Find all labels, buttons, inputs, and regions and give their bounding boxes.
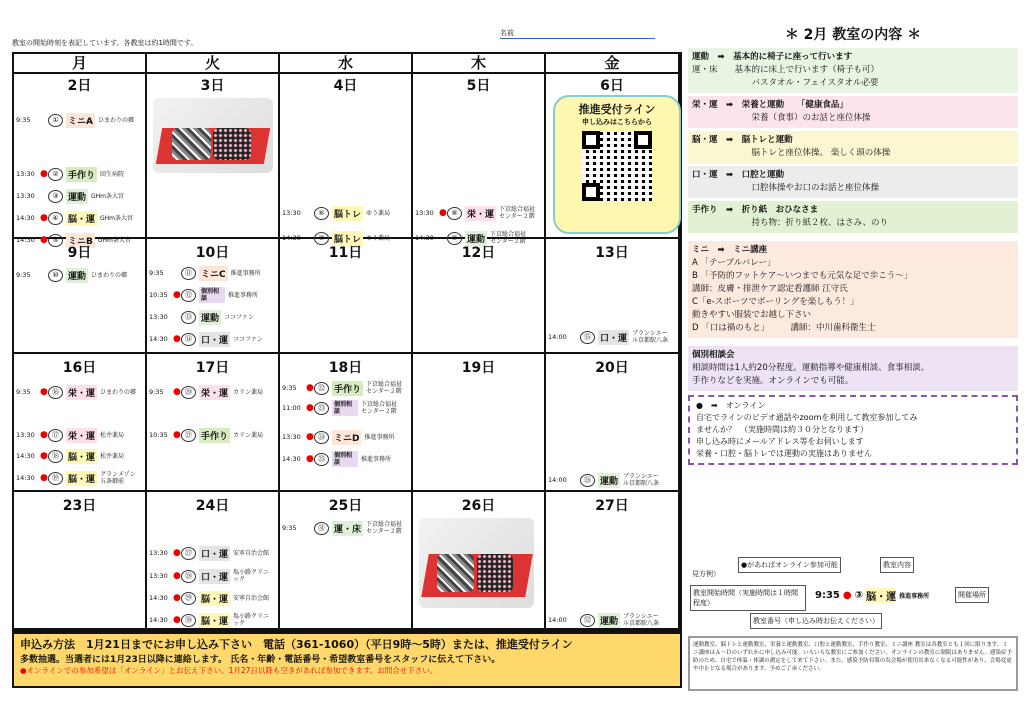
event-time: 14:30 — [282, 455, 301, 463]
name-label: 名前 — [500, 29, 514, 37]
event-number: ⑯ — [48, 386, 63, 399]
day-cell — [147, 239, 280, 354]
event-place: カリン薬局 — [233, 388, 264, 396]
b5-line: 持ち物：折り紙２枚、はさみ、のり — [692, 218, 889, 228]
date-label: 5日 — [466, 78, 491, 94]
event-place: ココファン — [224, 313, 254, 321]
date-label: 18日 — [328, 360, 363, 376]
class-event[interactable] — [149, 427, 276, 443]
event-label: 脳・運 — [66, 449, 97, 464]
event-number: ㉙ — [181, 592, 196, 605]
event-label: 運動 — [598, 473, 620, 488]
event-label: 手作り — [199, 428, 230, 443]
event-time: 9:35 — [282, 524, 297, 532]
event-place: 推進事務所 — [364, 433, 395, 441]
event-label: 運動 — [199, 310, 221, 325]
box-kobetsu — [688, 346, 1018, 391]
online-line: 申し込み時にメールアドレス等をお伺いします — [696, 437, 864, 446]
b6-line: 動きやすい服装でお越し下さい — [692, 310, 812, 320]
event-number: ② — [48, 168, 63, 181]
notes: 運動教室、脳トレと運動教室、栄養と運動教室、口腔と運動教室、手作り教室、ミニ講座 教室は各教室とも１回に限ります。ミニ講座はＡ～Ｄのいずれかに申し込み可能。いろいろな教室にご参加ください。オンラインの教室に制限はありません。感染症予防のため、自宅で体温・体調の測定をして来て下さい。また、感染予防対策の為会場が使用出来なくなる可能性があり、会場変更や中止となる場合があります。予めご了承ください。 — [688, 636, 1018, 691]
event-label: 口・運 — [199, 569, 230, 584]
class-event[interactable] — [149, 309, 276, 325]
class-event[interactable] — [548, 329, 676, 345]
online-dot: ● — [40, 473, 48, 483]
date-label: 16日 — [62, 360, 97, 376]
event-place: 推進事務所 — [228, 291, 259, 299]
class-event[interactable] — [16, 448, 143, 464]
legend-content: 教室内容 — [880, 557, 914, 573]
event-time: 14:30 — [282, 234, 301, 242]
box-mouth — [688, 166, 1018, 198]
event-time: 13:30 — [282, 433, 301, 441]
legend-sample-num: ③ — [854, 590, 864, 601]
event-label: 栄・運 — [465, 206, 496, 221]
date-label: 19日 — [461, 360, 496, 376]
event-number: ⑱ — [48, 450, 63, 463]
class-event[interactable] — [16, 188, 143, 204]
event-time: 13:30 — [149, 313, 168, 321]
day-cell — [546, 354, 680, 492]
class-event[interactable] — [16, 112, 143, 128]
event-place: 推進事務所 — [361, 455, 392, 463]
event-time: 9:35 — [149, 388, 164, 396]
qr-subtitle: 申し込みはこちらから — [582, 118, 652, 126]
event-place: ブランシエール京都駅八条 — [623, 613, 660, 627]
event-time: 14:00 — [548, 476, 567, 484]
event-time: 13:30 — [149, 572, 168, 580]
online-dot: ● — [173, 334, 181, 344]
event-place: GHm条大宮 — [91, 192, 125, 200]
event-place: ひまわりの郷 — [91, 271, 128, 279]
day-cell — [147, 492, 280, 630]
class-event[interactable] — [16, 427, 143, 443]
event-time: 13:30 — [282, 209, 301, 217]
day-cell — [546, 492, 680, 630]
event-place: 松井薬局 — [100, 452, 125, 460]
event-time: 13:30 — [415, 209, 434, 217]
event-label: 運・床 — [332, 521, 363, 536]
b6-line: D 「口は禍のもと」 講師：中川歯科衛生士 — [692, 323, 876, 333]
online-dot: ● — [173, 615, 181, 625]
online-dot: ● — [40, 430, 48, 440]
weekday-4: 金 — [546, 54, 680, 74]
event-label: 脳・運 — [199, 613, 230, 628]
event-place: ブランシエール京都駅八条 — [623, 473, 660, 487]
online-dot: ● — [173, 290, 181, 300]
class-event[interactable] — [149, 331, 276, 347]
event-place: 松井薬局 — [100, 431, 125, 439]
online-dot: ● — [306, 454, 314, 464]
weekday-0: 月 — [14, 54, 147, 74]
box-brain — [688, 131, 1018, 163]
event-time: 9:35 — [149, 269, 164, 277]
day-cell — [413, 492, 546, 630]
event-number: ⑮ — [580, 331, 595, 344]
event-label: 脳・運 — [199, 591, 230, 606]
footer — [12, 632, 682, 688]
event-time: 10:35 — [149, 431, 168, 439]
date-label: 2日 — [67, 78, 92, 94]
event-number: ⑦ — [314, 232, 329, 245]
box-undo — [688, 48, 1018, 93]
date-label: 13日 — [595, 245, 629, 261]
weekday-2: 水 — [280, 54, 413, 74]
legend-sample-dot: ● — [842, 590, 852, 601]
event-number: ③ — [48, 190, 63, 203]
event-place: 下京総合福祉センター２階 — [490, 231, 527, 245]
class-event[interactable] — [16, 210, 143, 226]
footer-line3: ●オンラインでの参加希望は「オンライン」とお伝え下さい。1月27日以降も空きがあれば参加できます。お問合せ下さい。 — [20, 666, 438, 675]
event-place: カリン薬局 — [233, 431, 264, 439]
b6-line: 講師：皮膚・排泄ケア認定看護師 江守氏 — [692, 284, 848, 294]
event-label: 口・運 — [199, 546, 230, 561]
online-dot: ● — [439, 208, 447, 218]
event-place: グランメゾン五条御前 — [100, 471, 136, 485]
day-cell — [413, 72, 546, 245]
event-time: 14:30 — [149, 335, 168, 343]
b2-line: 栄・運 ➡ 栄養と運動 「健康食品」 — [692, 100, 848, 110]
day-cell — [14, 354, 147, 492]
event-time: 14:30 — [16, 474, 35, 482]
b1-line: 運・床 基本的に床上で行います（椅子も可） — [692, 65, 880, 75]
class-event[interactable] — [149, 265, 276, 281]
event-place: ひまわりの郷 — [100, 388, 137, 396]
event-number: ⑧ — [447, 207, 462, 220]
date-label: 4日 — [333, 78, 358, 94]
event-time: 14:30 — [16, 452, 35, 460]
event-time: 14:30 — [149, 616, 168, 624]
event-place: 塩小路クリニック — [233, 569, 269, 583]
date-label: 23日 — [62, 498, 97, 514]
online-dot: ● — [173, 548, 181, 558]
class-event[interactable] — [149, 568, 276, 584]
box-craft — [688, 201, 1018, 233]
online-dot: ● — [173, 387, 181, 397]
event-label: 脳・運 — [66, 211, 97, 226]
day-cell — [14, 236, 147, 354]
event-number: ⑭ — [181, 333, 196, 346]
event-number: ⑲ — [48, 472, 63, 485]
event-label: 脳・運 — [66, 471, 97, 486]
class-event[interactable] — [16, 470, 143, 486]
online-dot: ● — [306, 403, 314, 413]
event-number: ㉕ — [314, 453, 329, 466]
b4-line: 口・運 ➡ 口腔と運動 — [692, 170, 785, 180]
event-time: 10:35 — [149, 291, 168, 299]
legend-sample-time: 9:35 — [815, 590, 840, 601]
top-note: 教室の開始時刻を表記しています。各教室は約1時間です。 — [12, 39, 198, 47]
name-line[interactable] — [500, 38, 655, 39]
event-label: 口・運 — [598, 330, 629, 345]
date-label: 10日 — [195, 245, 230, 261]
event-number: ⑪ — [181, 267, 196, 280]
event-place: GHm条大宮 — [100, 214, 134, 222]
day-cell — [280, 72, 413, 245]
event-time: 9:35 — [16, 116, 31, 124]
event-label: 運動 — [66, 268, 88, 283]
box-mini — [688, 241, 1018, 338]
b5-line: 手作り ➡ 折り紙 おひなさま — [692, 205, 819, 215]
box-online — [688, 395, 1018, 465]
event-number: ⑰ — [48, 429, 63, 442]
legend-sample — [815, 588, 929, 603]
online-line: ● ➡ オンライン — [696, 401, 766, 410]
date-label: 17日 — [195, 360, 230, 376]
qr-code[interactable] — [582, 131, 652, 201]
class-event[interactable] — [149, 545, 276, 561]
legend-place: 開催場所 — [955, 587, 989, 603]
event-number: ㉘ — [181, 570, 196, 583]
event-label: 手作り — [332, 381, 363, 396]
b6-line: B 「予防的フットケア～いつまでも元気な足で歩こう～」 — [692, 271, 913, 281]
event-number: ⑳ — [181, 386, 196, 399]
date-label: 24日 — [195, 498, 230, 514]
b1-line: バスタオル・フェイスタオル必要 — [692, 78, 879, 88]
event-time: 14:30 — [16, 236, 35, 244]
weekday-3: 木 — [413, 54, 546, 74]
online-dot: ● — [306, 432, 314, 442]
b3-line: 脳・運 ➡ 脳トレと運動 — [692, 135, 793, 145]
legend-sample-place: 推進事務所 — [899, 593, 930, 600]
event-label: 口・運 — [199, 332, 230, 347]
event-label: 運動 — [598, 613, 620, 628]
day-cell — [147, 354, 280, 492]
legend-label: 見方例） — [690, 567, 722, 581]
event-number: ① — [48, 114, 63, 127]
event-number: ㉜ — [580, 614, 595, 627]
class-event[interactable] — [149, 612, 276, 628]
event-label: 運動 — [66, 189, 88, 204]
online-dot: ● — [173, 571, 181, 581]
event-label: ミニD — [332, 430, 361, 445]
right-title: ＊ 2月 教室の内容 ＊ — [784, 27, 922, 43]
legend-sample-label: 脳・運 — [866, 588, 896, 603]
b4-line: 口腔体操やお口のお話と座位体操 — [692, 183, 880, 193]
event-label: 手作り — [66, 167, 97, 182]
legend-online: ●があればオンライン参加可能 — [738, 557, 841, 573]
online-dot: ● — [40, 451, 48, 461]
class-event[interactable] — [282, 429, 409, 445]
day-cell — [280, 354, 413, 492]
legend — [690, 555, 1020, 635]
box-eiyo — [688, 96, 1018, 128]
b6-line: C「e-スポーツでボーリングを楽しもう！」 — [692, 297, 859, 307]
weekday-1: 火 — [147, 54, 280, 74]
event-number: ㉛ — [314, 522, 329, 535]
event-place: ひまわりの郷 — [97, 116, 134, 124]
event-time: 14:30 — [149, 594, 168, 602]
event-time: 14:30 — [16, 214, 35, 222]
date-label: 27日 — [595, 498, 629, 514]
event-time: 13:30 — [16, 170, 35, 178]
event-place: GHm条大宮 — [97, 236, 131, 244]
online-dot: ● — [306, 383, 314, 393]
day-cell — [280, 492, 413, 630]
date-label: 6日 — [600, 78, 624, 94]
footer-line1: 申込み方法 1月21日までにお申し込み下さい 電話（361-1060）（平日9時～5時）または、推進受付ライン — [20, 638, 573, 651]
date-label: 20日 — [595, 360, 629, 376]
event-number: ④ — [48, 212, 63, 225]
event-label: 栄・運 — [66, 385, 97, 400]
origami-photo — [419, 518, 534, 608]
online-line: 栄養・口腔・脳トレでは運動の実施はありません — [696, 449, 872, 458]
event-label: 運動 — [465, 231, 487, 246]
class-event[interactable] — [149, 287, 276, 303]
date-label: 11日 — [328, 245, 363, 261]
event-place: 回生病院 — [100, 170, 125, 178]
footer-line2: 多数抽選。当選者には1月23日以降に連絡します。 氏名・年齢・電話番号・希望教室番号をスタッフに伝えて下さい。 — [20, 655, 501, 665]
class-event[interactable] — [149, 384, 276, 400]
online-dot: ● — [40, 235, 48, 245]
origami-photo — [153, 98, 273, 173]
online-dot: ● — [173, 593, 181, 603]
day-cell — [413, 239, 546, 354]
online-dot: ● — [40, 169, 48, 179]
class-event[interactable] — [548, 472, 676, 488]
event-number: ⑬ — [181, 311, 196, 324]
date-label: 3日 — [200, 78, 225, 94]
day-cell — [147, 72, 280, 239]
class-event[interactable] — [548, 612, 676, 628]
day-cell — [280, 239, 413, 354]
day-cell — [413, 354, 546, 492]
event-number: ⑤ — [48, 234, 63, 247]
date-label: 25日 — [328, 498, 363, 514]
b3-line: 脳トレと座位体操。 楽しく頭の体操 — [692, 148, 891, 158]
event-number: ㉖ — [580, 474, 595, 487]
event-time: 13:30 — [16, 431, 35, 439]
event-place: 下京総合福祉センター２階 — [366, 521, 403, 535]
class-event[interactable] — [282, 205, 409, 221]
event-place: 下京総合福祉センター２階 — [366, 381, 403, 395]
class-event[interactable] — [415, 205, 542, 221]
event-time: 14:30 — [415, 234, 434, 242]
date-label: 12日 — [461, 245, 496, 261]
event-label: 栄・運 — [199, 385, 230, 400]
event-time: 9:35 — [16, 388, 31, 396]
event-number: ㉚ — [181, 614, 196, 627]
event-place: 塩小路クリニック — [233, 613, 269, 627]
event-label: 栄・運 — [66, 428, 97, 443]
class-event[interactable] — [282, 520, 409, 536]
event-number: ㉗ — [181, 547, 196, 560]
b6-line: ミニ ➡ ミニ講座 — [692, 245, 768, 255]
event-label: 個別相談 — [199, 287, 225, 303]
event-label: ミニC — [199, 266, 228, 281]
b7-line: 手作りなどを実施。オンラインでも可能。 — [692, 376, 854, 386]
event-place: ブランシエール京都駅八条 — [632, 330, 669, 344]
class-event[interactable] — [16, 384, 143, 400]
event-label: 脳トレ — [332, 206, 363, 221]
event-time: 14:00 — [548, 333, 567, 341]
event-time: 13:30 — [16, 192, 35, 200]
date-label: 9日 — [67, 245, 92, 261]
event-place: 安寧自治会館 — [233, 594, 270, 602]
event-label: ミニA — [66, 113, 95, 128]
qr-title: 推進受付ライン — [578, 103, 656, 116]
event-time: 11:00 — [282, 404, 301, 412]
class-event[interactable] — [282, 380, 409, 396]
class-event[interactable] — [282, 400, 409, 416]
b1-line: 運動 ➡ 基本的に椅子に座って行います — [692, 52, 853, 62]
event-place: 下京総合福祉センター２階 — [499, 206, 536, 220]
event-label: 個別相談 — [332, 451, 358, 467]
event-label: ミニB — [66, 233, 95, 248]
date-label: 26日 — [461, 498, 496, 514]
b6-line: A 「テーブルバレー」 — [692, 258, 776, 268]
event-time: 14:00 — [548, 616, 567, 624]
online-dot: ● — [173, 430, 181, 440]
event-number: ⑥ — [314, 207, 329, 220]
day-cell — [14, 492, 147, 630]
event-number: ⑨ — [447, 232, 462, 245]
event-place: 下京総合福祉センター２階 — [361, 401, 398, 415]
class-event[interactable] — [149, 590, 276, 606]
online-dot: ● — [40, 387, 48, 397]
event-label: 脳トレ — [332, 231, 363, 246]
event-number: ㉔ — [314, 431, 329, 444]
class-event[interactable] — [282, 451, 409, 467]
b7-line: 相談時間は1人約20分程度。運動指導や健康相談、食事相談、 — [692, 363, 930, 373]
event-time: 9:35 — [16, 271, 31, 279]
online-line: 自宅でラインのビデオ通話やzoomを利用して教室参加してみ — [696, 413, 918, 422]
event-number: ㉓ — [314, 402, 329, 415]
event-number: ㉑ — [181, 429, 196, 442]
event-place: 安寧自治会館 — [233, 549, 270, 557]
online-dot: ● — [40, 213, 48, 223]
day-cell — [14, 72, 147, 247]
event-place: 推進事務所 — [230, 269, 261, 277]
online-line: ませんか？ （実施時間は約３０分となります） — [696, 425, 868, 434]
event-number: ㉒ — [314, 382, 329, 395]
legend-time: 教室開始時間（実施時間は１時間程度） — [690, 585, 806, 611]
qr-card[interactable] — [553, 95, 681, 234]
event-place: ゆう薬局 — [366, 234, 391, 242]
right-panel — [688, 24, 1018, 465]
legend-number: 教室番号（申し込み時お伝えください） — [750, 613, 882, 629]
b7-line: 個別相談会 — [692, 350, 735, 360]
class-event[interactable] — [16, 267, 143, 283]
event-place: ココファン — [233, 335, 263, 343]
event-number: ⑫ — [181, 289, 196, 302]
b2-line: 栄養（食事）のお話と座位体操 — [692, 113, 871, 123]
event-place: ゆう薬局 — [366, 209, 391, 217]
event-time: 13:30 — [149, 549, 168, 557]
event-time: 9:35 — [282, 384, 297, 392]
day-cell — [546, 239, 680, 354]
event-number: ⑩ — [48, 269, 63, 282]
class-event[interactable] — [16, 166, 143, 182]
event-label: 個別相談 — [332, 400, 358, 416]
